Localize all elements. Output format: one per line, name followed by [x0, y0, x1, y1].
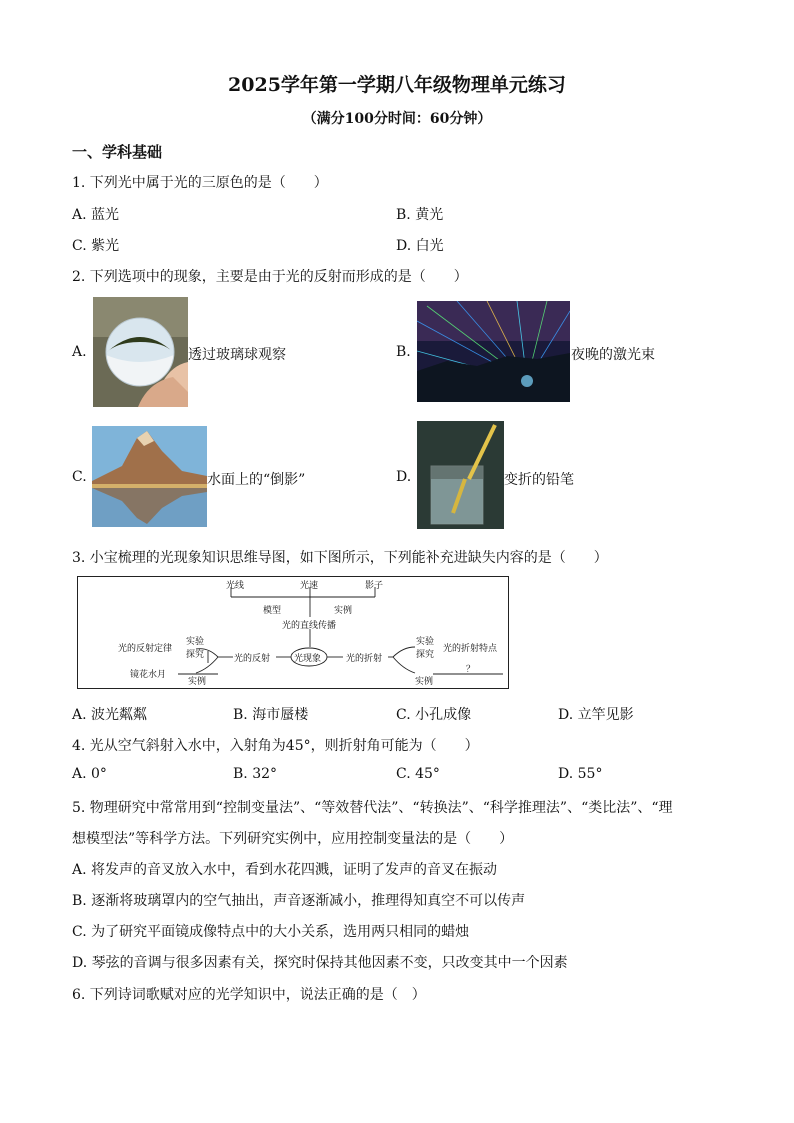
section-heading: 一、学科基础 [72, 143, 163, 161]
question-6-stem: 6. 下列诗词歌赋对应的光学知识中，说法正确的是（ ） [72, 987, 426, 1003]
q4-option-a: A. 0° [72, 766, 107, 782]
q3-option-b: B. 海市蜃楼 [233, 707, 309, 723]
question-5-stem-line2: 想模型法”等科学方法。下列研究实例中，应用控制变量法的是（ ） [72, 831, 514, 847]
q5-option-a: A. 将发声的音叉放入水中，看到水花四溅，证明了发声的音叉在振动 [72, 862, 498, 878]
question-1-stem: 1. 下列光中属于光的三原色的是（ ） [72, 175, 328, 191]
q4-option-c: C. 45° [396, 766, 440, 782]
question-5-stem-line1: 5. 物理研究中常常用到“控制变量法”、“等效替代法”、“转换法”、“科学推理法”、“类比法”、“理 [72, 800, 673, 816]
mm-example-right: 实例 [415, 677, 434, 687]
mm-example-top: 实例 [334, 606, 353, 616]
mm-experiment-right: 实验 [416, 637, 435, 647]
mm-model: 模型 [263, 606, 282, 616]
mm-refraction-feature: 光的折射特点 [443, 644, 498, 654]
mm-light-ray: 光线 [226, 581, 245, 591]
mm-straight-propagation: 光的直线传播 [282, 621, 337, 631]
light-phenomena-mindmap [77, 576, 509, 689]
q1-option-d: D. 白光 [396, 238, 444, 254]
mm-explore-right: 探究 [416, 650, 435, 660]
q5-option-c: C. 为了研究平面镜成像特点中的大小关系，选用两只相同的蜡烛 [72, 924, 470, 940]
mm-shadow: 影子 [365, 581, 384, 591]
q4-option-b: B. 32° [233, 766, 278, 782]
q2-option-d-text: 变折的铅笔 [504, 472, 574, 488]
mm-missing-item: ？ [466, 665, 476, 675]
page-title: 2025学年第一学期八年级物理单元练习 [228, 74, 566, 96]
mm-example-left: 实例 [188, 677, 207, 687]
q5-option-d: D. 琴弦的音调与很多因素有关，探究时保持其他因素不变，只改变其中一个因素 [72, 955, 568, 971]
q2-option-c-letter: C. [72, 469, 87, 485]
question-2-stem: 2. 下列选项中的现象，主要是由于光的反射而形成的是（ ） [72, 269, 468, 285]
mountain-reflection-photo [92, 426, 207, 527]
mm-center-node: 光现象 [294, 654, 322, 664]
mm-reflection-law: 光的反射定律 [118, 644, 173, 654]
mm-refraction: 光的折射 [346, 654, 383, 664]
q4-option-d: D. 55° [558, 766, 603, 782]
mm-mirage: 镜花水月 [130, 670, 167, 680]
question-4-stem: 4. 光从空气斜射入水中，入射角为45°，则折射角可能为（ ） [72, 738, 479, 754]
mm-reflection: 光的反射 [234, 654, 271, 664]
page-subtitle: （满分100分时间：60分钟） [302, 111, 492, 127]
q2-option-c-text: 水面上的“倒影” [207, 472, 306, 488]
q3-option-c: C. 小孔成像 [396, 707, 472, 723]
laser-beam-photo [417, 301, 570, 402]
question-3-stem: 3. 小宝梳理的光现象知识思维导图，如下图所示，下列能补充进缺失内容的是（ ） [72, 550, 608, 566]
q2-option-b-letter: B. [396, 344, 411, 360]
q5-option-b: B. 逐渐将玻璃罩内的空气抽出，声音逐渐减小，推理得知真空不可以传声 [72, 893, 526, 909]
q2-option-a-text: 透过玻璃球观察 [188, 347, 286, 363]
bent-pencil-photo [417, 421, 504, 529]
mm-experiment-left: 实验 [186, 637, 205, 647]
q2-option-b-text: 夜晚的激光束 [571, 347, 655, 363]
glass-ball-photo [93, 297, 188, 407]
q1-option-a: A. 蓝光 [72, 207, 120, 223]
mm-explore-left: 探究 [186, 650, 205, 660]
q2-option-a-letter: A. [72, 344, 87, 360]
q3-option-d: D. 立竿见影 [558, 707, 634, 723]
q2-option-d-letter: D. [396, 469, 412, 485]
q1-option-b: B. 黄光 [396, 207, 444, 223]
q1-option-c: C. 紫光 [72, 238, 120, 254]
q3-option-a: A. 波光粼粼 [72, 707, 148, 723]
mm-light-speed: 光速 [300, 581, 319, 591]
